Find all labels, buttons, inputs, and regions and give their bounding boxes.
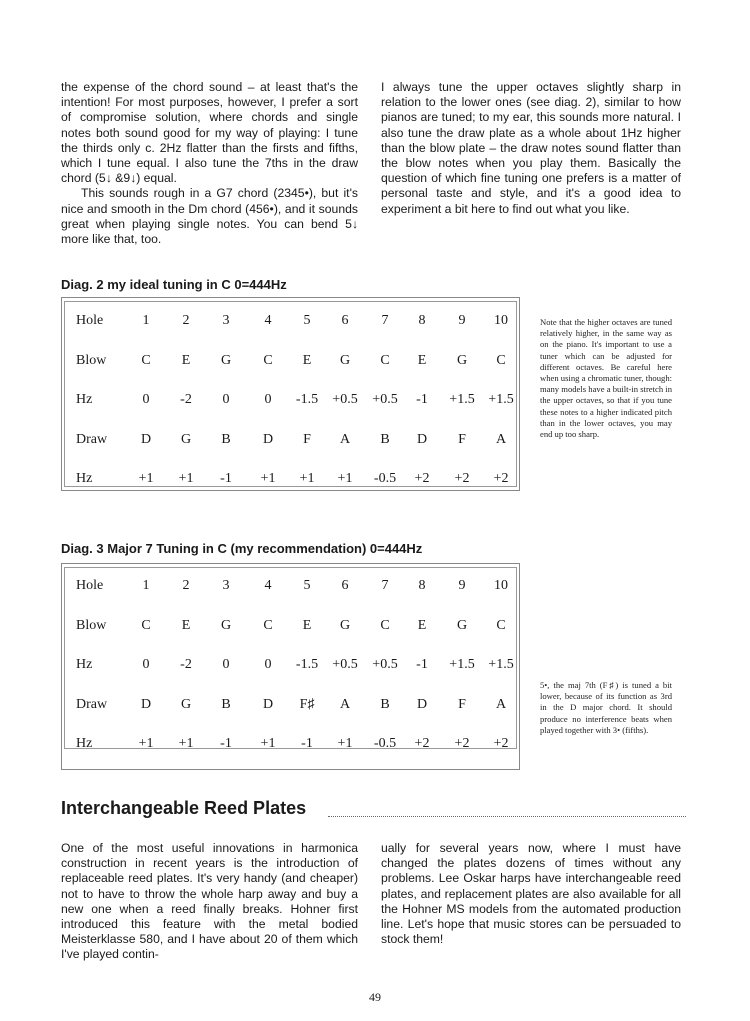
table-cell: A bbox=[339, 696, 351, 712]
table-cell: -1 bbox=[220, 736, 232, 751]
table-cell: D bbox=[140, 431, 152, 447]
diag2-title: Diag. 2 my ideal tuning in C 0=444Hz bbox=[61, 277, 287, 292]
table-cell: G bbox=[220, 617, 232, 633]
table-cell: A bbox=[339, 431, 351, 447]
table-cell: 8 bbox=[418, 578, 426, 593]
table-cell: -1 bbox=[416, 392, 428, 407]
table-cell: +1 bbox=[178, 736, 194, 751]
table-cell: B bbox=[221, 696, 231, 712]
table-cell: 10 bbox=[494, 578, 508, 593]
table-cell: F bbox=[303, 431, 311, 447]
table-cell: 0 bbox=[222, 657, 230, 672]
table-cell: B bbox=[380, 696, 390, 712]
table-cell: G bbox=[220, 352, 232, 368]
table-cell: +1.5 bbox=[488, 657, 514, 672]
table-cell: +1.5 bbox=[488, 392, 514, 407]
table-cell: 9 bbox=[458, 313, 466, 328]
table-cell: 3 bbox=[222, 578, 230, 593]
table-cell: C bbox=[496, 617, 506, 633]
row-label: Hole bbox=[76, 313, 104, 328]
table-cell: D bbox=[262, 696, 274, 712]
table-cell: C bbox=[496, 352, 506, 368]
table-cell: 6 bbox=[341, 578, 349, 593]
table-cell: +2 bbox=[493, 736, 509, 751]
table-cell: B bbox=[221, 431, 231, 447]
row-label: Draw bbox=[76, 431, 108, 447]
section-rule bbox=[328, 816, 686, 817]
table-cell: G bbox=[339, 617, 351, 633]
row-label: Hz bbox=[76, 392, 93, 407]
table-cell: +1.5 bbox=[449, 392, 475, 407]
table-cell: G bbox=[180, 431, 192, 447]
table-cell: +2 bbox=[454, 736, 470, 751]
row-label: Hz bbox=[76, 736, 93, 751]
diag2-note: Note that the higher octaves are tuned relatively higher, in the same way as on the piano. It's important to use a tuner which can be adjusted for different octaves. Be careful here when using a chromatic tuner, though: many models have a built-in stretch in the upper octaves, so that if you tune these notes to a higher indicated pitch than in the lower octaves, you may end up too sharp. bbox=[540, 317, 672, 440]
table-cell: +1 bbox=[299, 471, 315, 486]
table-cell: +0.5 bbox=[332, 392, 358, 407]
table-cell: A bbox=[495, 696, 507, 712]
top-right-paragraph-1: I always tune the upper octaves slightly sharp in relation to the lower ones (see diag. 2), similar to how pianos are tuned; to my ear, this sounds more natural. I also tune the draw plate as a whole about 1Hz higher than the blow plate – the draw notes sound flatter than the blow notes when you play them. Basically the question of which fine tuning one prefers is a matter of personal taste and style, and it's a good idea to experiment a bit here to find out what you like. bbox=[381, 80, 681, 216]
table-cell: 7 bbox=[381, 578, 389, 593]
table-cell: F♯ bbox=[299, 696, 315, 712]
row-label: Hole bbox=[76, 578, 104, 593]
table-cell: -1.5 bbox=[295, 657, 319, 672]
diag3-note: 5•, the maj 7th (F♯) is tuned a bit lower, because of its function as 3rd in the D major chord. It should produce no interference beats when played together with 3• (fifths). bbox=[540, 680, 672, 735]
table-cell: +1.5 bbox=[449, 657, 475, 672]
table-cell: +0.5 bbox=[332, 657, 358, 672]
table-cell: 9 bbox=[458, 578, 466, 593]
table-cell: +2 bbox=[414, 736, 430, 751]
table-cell: 2 bbox=[182, 578, 190, 593]
table-cell: 2 bbox=[182, 313, 190, 328]
table-cell: -0.5 bbox=[373, 736, 397, 751]
table-cell: C bbox=[141, 617, 151, 633]
table-cell: E bbox=[417, 352, 427, 368]
table-cell: F bbox=[458, 431, 466, 447]
table-cell: C bbox=[263, 352, 273, 368]
section-right-paragraph: ually for several years now, where I must have changed the plates dozens of times without any problems. Lee Oskar harps have interchangeable reed plates, and replacement plates are also available for all the Hohner MS models from the automated production line. Let's hope that music stores can be persuaded to stock them! bbox=[381, 841, 681, 947]
table-cell: C bbox=[380, 352, 390, 368]
table-cell: 0 bbox=[264, 392, 272, 407]
table-cell: A bbox=[495, 431, 507, 447]
table-cell: D bbox=[416, 696, 428, 712]
table-cell: C bbox=[141, 352, 151, 368]
row-label: Draw bbox=[76, 696, 108, 712]
table-cell: 5 bbox=[303, 578, 311, 593]
table-cell: -1 bbox=[301, 736, 313, 751]
table-cell: 0 bbox=[142, 657, 150, 672]
table-cell: 0 bbox=[264, 657, 272, 672]
table-cell: -1.5 bbox=[295, 392, 319, 407]
table-cell: E bbox=[302, 352, 312, 368]
top-left-paragraph-2: This sounds rough in a G7 chord (2345•), but it's nice and smooth in the Dm chord (456•), and it sounds great when playing single notes. You can bend 5↓ more like that, too. bbox=[61, 186, 358, 247]
table-cell: +1 bbox=[337, 471, 353, 486]
top-right-column bbox=[381, 80, 681, 217]
table-cell: E bbox=[181, 617, 191, 633]
table-cell: 4 bbox=[264, 313, 272, 328]
table-cell: C bbox=[263, 617, 273, 633]
table-cell: -2 bbox=[180, 392, 192, 407]
row-label: Hz bbox=[76, 657, 93, 672]
table-cell: +2 bbox=[414, 471, 430, 486]
section-left-column bbox=[61, 841, 358, 963]
table-cell: E bbox=[181, 352, 191, 368]
row-label: Blow bbox=[76, 352, 107, 368]
diag3-box bbox=[61, 563, 520, 770]
top-left-column bbox=[61, 80, 358, 247]
table-cell: +1 bbox=[260, 736, 276, 751]
table-cell: G bbox=[456, 352, 468, 368]
table-cell: B bbox=[380, 431, 390, 447]
section-right-column bbox=[381, 841, 681, 947]
table-cell: 6 bbox=[341, 313, 349, 328]
table-cell: C bbox=[380, 617, 390, 633]
table-cell: +2 bbox=[493, 471, 509, 486]
table-cell: E bbox=[417, 617, 427, 633]
table-cell: 1 bbox=[142, 578, 150, 593]
table-cell: -1 bbox=[416, 657, 428, 672]
table-cell: +0.5 bbox=[372, 657, 398, 672]
table-cell: 8 bbox=[418, 313, 426, 328]
table-cell: +1 bbox=[260, 471, 276, 486]
table-cell: 0 bbox=[222, 392, 230, 407]
table-cell: +1 bbox=[138, 736, 154, 751]
table-cell: 10 bbox=[494, 313, 508, 328]
table-cell: 1 bbox=[142, 313, 150, 328]
table-cell: F bbox=[458, 696, 466, 712]
row-label: Blow bbox=[76, 617, 107, 633]
table-cell: +2 bbox=[454, 471, 470, 486]
table-cell: 3 bbox=[222, 313, 230, 328]
table-cell: -1 bbox=[220, 471, 232, 486]
table-cell: G bbox=[456, 617, 468, 633]
table-cell: D bbox=[416, 431, 428, 447]
table-cell: 5 bbox=[303, 313, 311, 328]
table-cell: D bbox=[262, 431, 274, 447]
table-cell: +1 bbox=[138, 471, 154, 486]
table-cell: E bbox=[302, 617, 312, 633]
table-cell: G bbox=[180, 696, 192, 712]
row-label: Hz bbox=[76, 471, 93, 486]
page-number: 49 bbox=[369, 990, 381, 1004]
table-cell: -2 bbox=[180, 657, 192, 672]
table-cell: +1 bbox=[178, 471, 194, 486]
diag2-box bbox=[61, 297, 520, 491]
table-cell: D bbox=[140, 696, 152, 712]
table-cell: +0.5 bbox=[372, 392, 398, 407]
section-heading: Interchangeable Reed Plates bbox=[61, 798, 307, 818]
diag3-title: Diag. 3 Major 7 Tuning in C (my recommendation) 0=444Hz bbox=[61, 541, 423, 556]
section-left-paragraph: One of the most useful innovations in harmonica construction in recent years is the introduction of replaceable reed plates. It's very handy (and cheaper) not to have to throw the whole harp away and buy a new one when a reed finally breaks. Hohner first introduced this feature with the metal bodied Meisterklasse 580, and I have about 20 of them which I've played contin- bbox=[61, 841, 358, 962]
top-left-paragraph-1: the expense of the chord sound – at least that's the intention! For most purposes, however, I prefer a sort of compromise solution, where chords and single notes both sound good for my way of playing: I tune the thirds only c. 2Hz flatter than the firsts and fifths, which I tune equal. I also tune the 7ths in the draw chord (5↓ &9↓) equal. bbox=[61, 80, 358, 186]
table-cell: 7 bbox=[381, 313, 389, 328]
table-cell: 4 bbox=[264, 578, 272, 593]
table-cell: 0 bbox=[142, 392, 150, 407]
table-cell: +1 bbox=[337, 736, 353, 751]
table-cell: G bbox=[339, 352, 351, 368]
table-cell: -0.5 bbox=[373, 471, 397, 486]
